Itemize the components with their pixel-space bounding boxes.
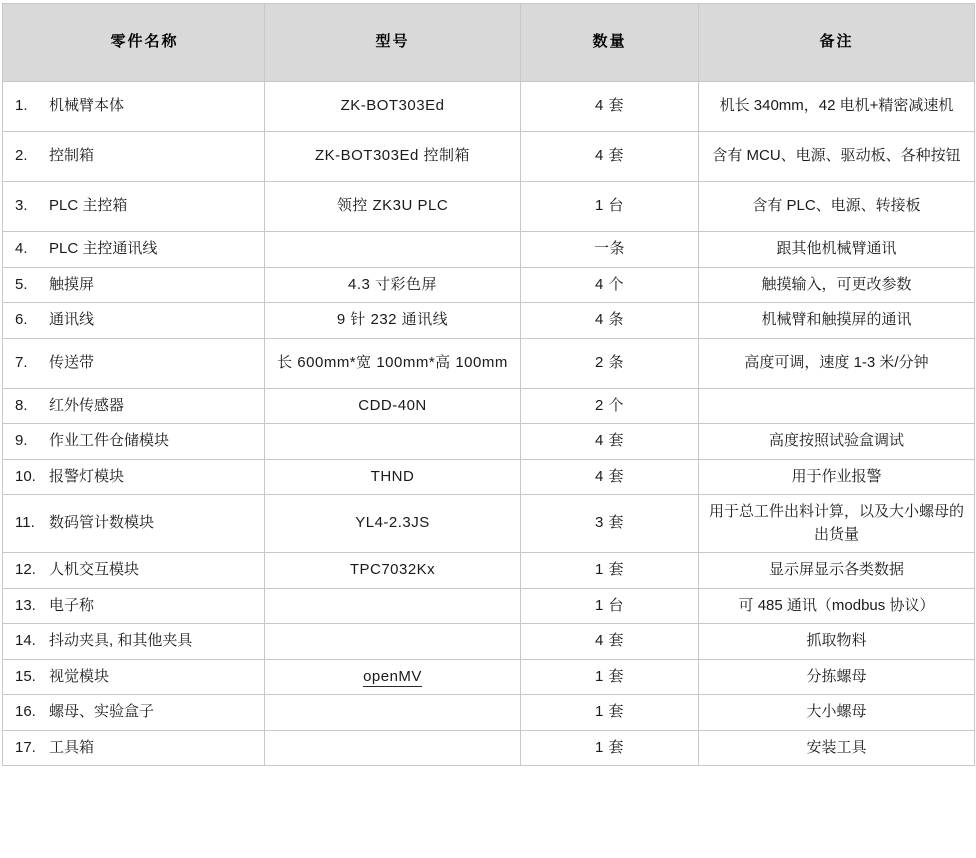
part-name-text: 通讯线 <box>49 311 95 328</box>
cell-quantity: 1 套 <box>521 553 699 589</box>
column-header-quantity: 数量 <box>521 4 699 82</box>
row-index: 9. <box>15 432 28 449</box>
cell-quantity: 4 套 <box>521 424 699 460</box>
cell-model <box>265 182 521 232</box>
row-index: 4. <box>15 240 28 257</box>
cell-quantity: 4 个 <box>521 267 699 303</box>
cell-note: 大小螺母 <box>699 695 975 731</box>
table-row <box>3 659 975 695</box>
cell-note: 分拣螺母 <box>699 659 975 695</box>
cell-quantity: 4 套 <box>521 82 699 132</box>
cell-model <box>265 303 521 339</box>
cell-model <box>265 659 521 695</box>
cell-quantity: 4 套 <box>521 459 699 495</box>
cell-note: 高度可调，速度 1-3 米/分钟 <box>699 338 975 388</box>
cell-note: 显示屏显示各类数据 <box>699 553 975 589</box>
cell-quantity: 1 套 <box>521 695 699 731</box>
part-name-text: 人机交互模块 <box>49 561 140 578</box>
cell-quantity: 1 台 <box>521 588 699 624</box>
model-text: ZK-BOT303Ed <box>340 97 445 115</box>
cell-quantity: 一条 <box>521 232 699 268</box>
row-index: 2. <box>15 147 28 165</box>
cell-model <box>265 338 521 388</box>
cell-model <box>265 695 521 731</box>
table-row <box>3 424 975 460</box>
model-text: THND <box>370 467 415 485</box>
cell-part-name <box>3 82 265 132</box>
part-name-text: 电子称 <box>49 596 95 614</box>
cell-model <box>265 267 521 303</box>
cell-model <box>265 232 521 268</box>
row-index: 6. <box>15 311 28 328</box>
model-text: 长 600mm*宽 100mm*高 100mm <box>277 353 508 371</box>
cell-part-name <box>3 303 265 339</box>
part-name-text: 触摸屏 <box>49 275 95 293</box>
cell-quantity: 1 套 <box>521 659 699 695</box>
cell-quantity: 4 套 <box>521 624 699 660</box>
cell-model <box>265 424 521 460</box>
row-index: 5. <box>15 275 28 293</box>
cell-model <box>265 624 521 660</box>
table-row <box>3 553 975 589</box>
row-index: 16. <box>15 703 36 720</box>
table-row <box>3 459 975 495</box>
table-row <box>3 730 975 766</box>
cell-part-name <box>3 388 265 424</box>
cell-model <box>265 388 521 424</box>
cell-quantity: 2 个 <box>521 388 699 424</box>
part-name-text: 机械臂本体 <box>49 97 125 115</box>
cell-model <box>265 730 521 766</box>
cell-quantity: 3 套 <box>521 495 699 553</box>
cell-note: 安装工具 <box>699 730 975 766</box>
table-row <box>3 182 975 232</box>
column-header-note: 备注 <box>699 4 975 82</box>
cell-note: 用于作业报警 <box>699 459 975 495</box>
cell-note: 触摸输入，可更改参数 <box>699 267 975 303</box>
cell-note <box>699 388 975 424</box>
cell-part-name <box>3 553 265 589</box>
table-row <box>3 132 975 182</box>
cell-part-name <box>3 588 265 624</box>
cell-model <box>265 553 521 589</box>
part-name-text: 传送带 <box>49 353 95 371</box>
table-header <box>3 4 975 82</box>
table-row <box>3 495 975 553</box>
cell-part-name <box>3 624 265 660</box>
cell-note: 机长 340mm，42 电机+精密减速机 <box>699 82 975 132</box>
parts-table <box>2 3 975 766</box>
table-row <box>3 624 975 660</box>
row-index: 12. <box>15 561 36 578</box>
model-text: 9 针 232 通讯线 <box>336 311 449 328</box>
cell-part-name <box>3 232 265 268</box>
cell-model <box>265 132 521 182</box>
column-header-model: 型号 <box>265 4 521 82</box>
header-row <box>3 4 975 82</box>
column-header-name: 零件名称 <box>3 4 265 82</box>
cell-note: 含有 MCU、电源、驱动板、各种按钮 <box>699 132 975 182</box>
model-text: openMV <box>363 667 422 685</box>
part-name-text: 工具箱 <box>49 738 95 756</box>
cell-part-name <box>3 495 265 553</box>
table-row <box>3 82 975 132</box>
table-row <box>3 588 975 624</box>
model-text: 领控 ZK3U PLC <box>336 197 449 215</box>
cell-quantity: 1 套 <box>521 730 699 766</box>
table-row <box>3 695 975 731</box>
row-index: 14. <box>15 632 36 649</box>
cell-note: 高度按照试验盒调试 <box>699 424 975 460</box>
cell-part-name <box>3 267 265 303</box>
row-index: 8. <box>15 396 28 414</box>
row-index: 17. <box>15 738 36 756</box>
cell-model <box>265 588 521 624</box>
part-name-text: 抖动夹具, 和其他夹具 <box>49 632 193 649</box>
table-row <box>3 232 975 268</box>
model-text: YL4-2.3JS <box>355 514 430 532</box>
table-body <box>3 82 975 766</box>
model-text: 4.3 寸彩色屏 <box>347 275 438 293</box>
cell-part-name <box>3 182 265 232</box>
cell-part-name <box>3 659 265 695</box>
cell-quantity: 4 条 <box>521 303 699 339</box>
cell-note: 用于总工件出料计算，以及大小螺母的出货量 <box>699 495 975 553</box>
row-index: 11. <box>15 514 35 532</box>
cell-model <box>265 459 521 495</box>
row-index: 1. <box>15 97 28 115</box>
cell-note: 可 485 通讯（modbus 协议） <box>699 588 975 624</box>
row-index: 3. <box>15 197 28 215</box>
cell-note: 跟其他机械臂通讯 <box>699 232 975 268</box>
row-index: 13. <box>15 596 36 614</box>
parts-list-document <box>0 3 976 858</box>
cell-model <box>265 495 521 553</box>
table-row <box>3 303 975 339</box>
cell-part-name <box>3 338 265 388</box>
part-name-text: 报警灯模块 <box>49 467 125 485</box>
row-index: 7. <box>15 353 28 371</box>
cell-note: 机械臂和触摸屏的通讯 <box>699 303 975 339</box>
cell-quantity: 4 套 <box>521 132 699 182</box>
cell-note: 含有 PLC、电源、转接板 <box>699 182 975 232</box>
model-text: TPC7032Kx <box>349 561 436 578</box>
model-text: CDD-40N <box>358 396 427 414</box>
part-name-text: 红外传感器 <box>49 396 125 414</box>
part-name-text: PLC 主控箱 <box>49 197 128 215</box>
cell-part-name <box>3 424 265 460</box>
part-name-text: 数码管计数模块 <box>49 514 155 532</box>
model-text: ZK-BOT303Ed 控制箱 <box>314 147 471 165</box>
cell-quantity: 2 条 <box>521 338 699 388</box>
row-index: 15. <box>15 667 36 685</box>
cell-note: 抓取物料 <box>699 624 975 660</box>
part-name-text: 作业工件仓储模块 <box>49 432 170 449</box>
cell-part-name <box>3 132 265 182</box>
row-index: 10. <box>15 467 36 485</box>
part-name-text: PLC 主控通讯线 <box>49 240 158 257</box>
cell-part-name <box>3 730 265 766</box>
table-row <box>3 338 975 388</box>
part-name-text: 视觉模块 <box>49 667 110 685</box>
cell-quantity: 1 台 <box>521 182 699 232</box>
part-name-text: 控制箱 <box>49 147 95 165</box>
cell-part-name <box>3 459 265 495</box>
cell-model <box>265 82 521 132</box>
part-name-text: 螺母、实验盒子 <box>49 703 155 720</box>
table-row <box>3 267 975 303</box>
table-row <box>3 388 975 424</box>
cell-part-name <box>3 695 265 731</box>
